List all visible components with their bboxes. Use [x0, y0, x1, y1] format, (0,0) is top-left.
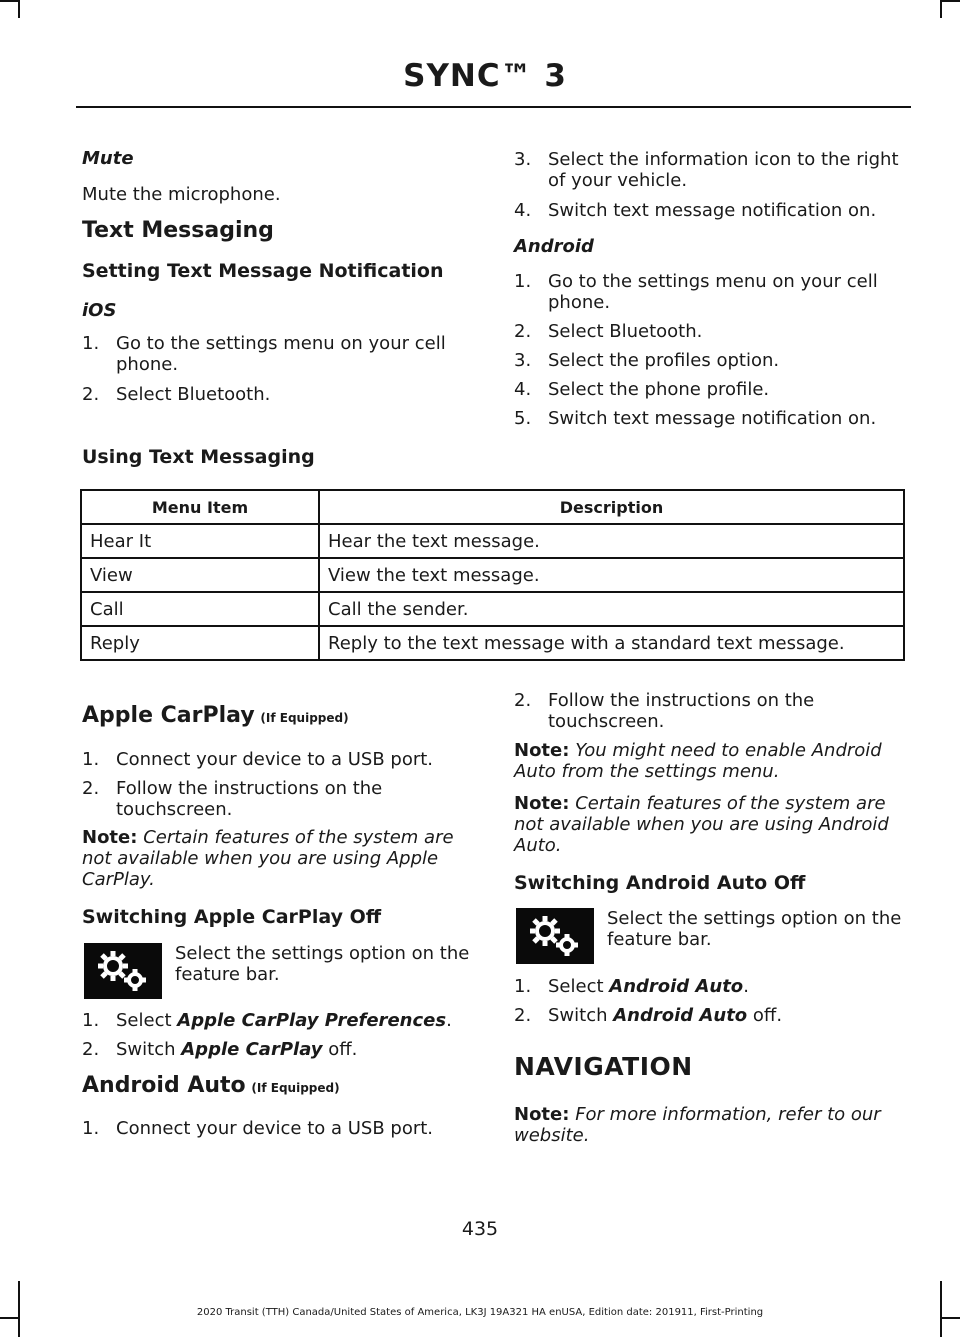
list-text: Go to the settings menu on your cell	[548, 271, 878, 292]
list-number: 2.	[82, 384, 100, 405]
table-cell: Hear the text message.	[319, 524, 904, 558]
setting-notification-heading: Setting Text Message Notification	[82, 260, 444, 282]
list-number: 3.	[514, 350, 532, 371]
android-settings-text	[607, 908, 912, 950]
list-text: Follow the instructions on the	[116, 778, 383, 799]
list-text: Select Android Auto.	[548, 976, 749, 997]
note-text: CarPlay.	[82, 869, 155, 890]
list-text: Select the phone profile.	[548, 379, 770, 400]
table-cell: View	[81, 558, 319, 592]
settings-text: feature bar.	[175, 964, 280, 985]
page-footer: 2020 Transit (TTH) Canada/United States of America, LK3J 19A321 HA enUSA, Edition date: 201911, First-Printing	[196, 1307, 764, 1318]
right-column-bottom	[514, 0, 909, 1160]
note-text: You might need to enable Android	[575, 740, 882, 761]
list-number: 3.	[514, 149, 532, 170]
android-heading: Android	[514, 236, 594, 257]
crop-mark	[18, 0, 20, 18]
page-header-title: SYNC™ 3	[403, 58, 567, 94]
list-text: Follow the instructions on the	[548, 690, 815, 711]
navigation-heading: NAVIGATION	[514, 1052, 693, 1081]
page-number: 435	[461, 1218, 499, 1240]
list-text: Switch text message notification on.	[548, 200, 877, 221]
table-cell: Call the sender.	[319, 592, 904, 626]
list-text: Select the profiles option.	[548, 350, 780, 371]
list-text: Select Bluetooth.	[548, 321, 703, 342]
list-number: 5.	[514, 408, 532, 429]
list-number: 4.	[514, 379, 532, 400]
mute-text: Mute the microphone.	[82, 184, 281, 205]
table-cell: Call	[81, 592, 319, 626]
text-messaging-heading: Text Messaging	[82, 218, 274, 243]
list-text: Switch Android Auto off.	[548, 1005, 783, 1026]
list-number: 2.	[514, 1005, 532, 1026]
settings-text: Select the settings option on the	[607, 908, 902, 929]
settings-text: Select the settings option on the	[175, 943, 470, 964]
list-text: Switch Apple CarPlay off.	[116, 1039, 358, 1060]
carplay-off-heading: Switching Apple CarPlay Off	[82, 906, 382, 928]
note-text: Certain features of the system are	[575, 793, 886, 814]
note-text: Certain features of the system are	[143, 827, 454, 848]
list-number: 2.	[82, 778, 100, 799]
note-label: Note:	[82, 827, 138, 848]
list-number: 1.	[514, 271, 532, 292]
settings-gear-icon	[84, 943, 162, 999]
crop-mark	[940, 0, 942, 18]
ios-heading: iOS	[82, 300, 117, 321]
table-header: Description	[319, 490, 904, 524]
list-number: 1.	[514, 976, 532, 997]
settings-text: feature bar.	[607, 929, 712, 950]
android-note-1	[514, 740, 909, 782]
table-cell: View the text message.	[319, 558, 904, 592]
list-text: of your vehicle.	[548, 170, 688, 191]
list-text: Connect your device to a USB port.	[116, 1118, 434, 1139]
carplay-heading	[82, 705, 349, 729]
list-text: Select Apple CarPlay Preferences.	[116, 1010, 452, 1031]
android-note-2	[514, 793, 909, 856]
table-cell: Hear It	[81, 524, 319, 558]
list-text: Select the information icon to the right	[548, 149, 899, 170]
android-auto-heading	[82, 1075, 340, 1099]
mute-heading: Mute	[82, 148, 134, 169]
list-text: touchscreen.	[116, 799, 233, 820]
list-text: phone.	[548, 292, 611, 313]
table-header: Menu Item	[81, 490, 319, 524]
list-text: phone.	[116, 354, 179, 375]
list-text: touchscreen.	[548, 711, 665, 732]
crop-mark	[0, 0, 18, 2]
list-number: 1.	[82, 749, 100, 770]
android-auto-title: Android Auto	[82, 1073, 246, 1098]
carplay-title: Apple CarPlay	[82, 703, 255, 728]
list-number: 1.	[82, 1118, 100, 1139]
navigation-note	[514, 1104, 909, 1146]
note-text: not available when you are using Android	[514, 814, 889, 835]
android-auto-off-heading: Switching Android Auto Off	[514, 872, 806, 894]
list-number: 1.	[82, 1010, 100, 1031]
carplay-equipped: (If Equipped)	[260, 711, 349, 725]
carplay-settings-text	[175, 943, 480, 985]
table-cell: Reply	[81, 626, 319, 660]
list-number: 1.	[82, 333, 100, 354]
settings-gear-icon	[516, 908, 594, 964]
note-text: not available when you are using Apple	[82, 848, 439, 869]
using-text-messaging-heading: Using Text Messaging	[82, 446, 315, 468]
android-auto-equipped: (If Equipped)	[251, 1081, 340, 1095]
note-text: Auto.	[514, 835, 562, 856]
left-column-bottom	[82, 0, 477, 1160]
list-number: 4.	[514, 200, 532, 221]
note-text: For more information, refer to our	[575, 1104, 881, 1125]
list-number: 2.	[82, 1039, 100, 1060]
list-number: 2.	[514, 321, 532, 342]
note-text: website.	[514, 1125, 590, 1146]
list-text: Go to the settings menu on your cell	[116, 333, 446, 354]
crop-mark	[942, 0, 960, 2]
list-number: 2.	[514, 690, 532, 711]
note-label: Note:	[514, 1104, 570, 1125]
table-cell: Reply to the text message with a standard text message.	[319, 626, 904, 660]
list-text: Select Bluetooth.	[116, 384, 271, 405]
note-label: Note:	[514, 793, 570, 814]
note-label: Note:	[514, 740, 570, 761]
list-text: Switch text message notification on.	[548, 408, 877, 429]
carplay-note	[82, 827, 477, 890]
note-text: Auto from the settings menu.	[514, 761, 780, 782]
list-text: Connect your device to a USB port.	[116, 749, 434, 770]
